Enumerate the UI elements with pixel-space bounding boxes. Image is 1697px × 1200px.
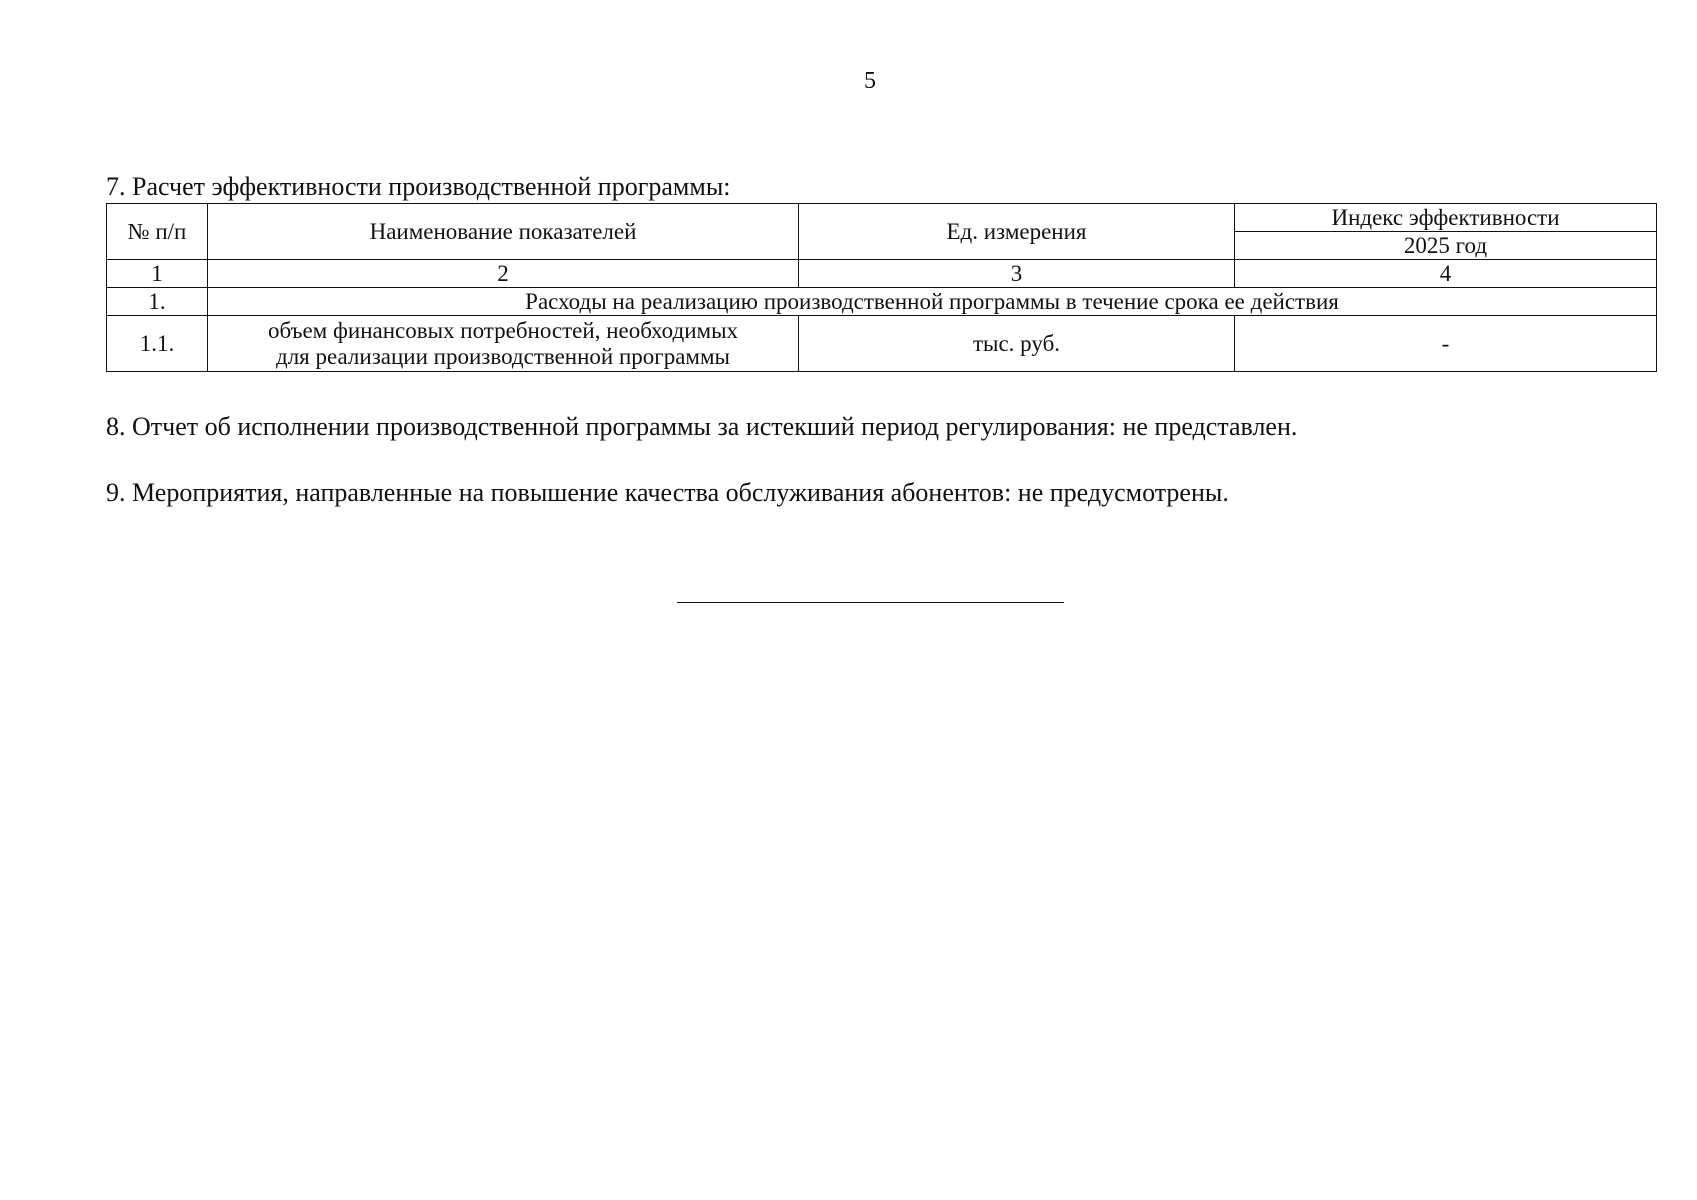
section-7-heading: 7. Расчет эффективности производственной программы: [106, 172, 731, 201]
column-number-row [107, 260, 1657, 288]
header-name: Наименование показателей [208, 204, 799, 260]
row-name-line: для реализации производственной программы [276, 343, 730, 369]
closing-rule [677, 602, 1064, 603]
section-row-title: Расходы на реализацию производственной программы в течение срока ее действия [208, 288, 1657, 316]
section-9-paragraph: 9. Мероприятия, направленные на повышение качества обслуживания абонентов: не предусмотрены. [106, 478, 1229, 507]
header-unit: Ед. измерения [799, 204, 1235, 260]
row-unit: тыс. руб. [799, 316, 1235, 372]
table-row [107, 316, 1657, 372]
column-number: 3 [799, 260, 1235, 288]
row-name-line: объем финансовых потребностей, необходимых [267, 317, 739, 343]
header-num: № п/п [107, 204, 208, 260]
column-number: 2 [208, 260, 799, 288]
table-section-row [107, 288, 1657, 316]
row-value: - [1235, 316, 1657, 372]
row-name [208, 316, 799, 372]
section-row-num: 1. [107, 288, 208, 316]
column-number: 1 [107, 260, 208, 288]
page-number: 5 [864, 68, 876, 94]
header-year: 2025 год [1235, 232, 1657, 260]
header-index-group: Индекс эффективности [1235, 204, 1657, 232]
column-number: 4 [1235, 260, 1657, 288]
table-header-row [107, 204, 1657, 232]
row-num: 1.1. [107, 316, 208, 372]
section-8-paragraph: 8. Отчет об исполнении производственной программы за истекший период регулирования: не представлен. [106, 412, 1298, 441]
efficiency-table [106, 203, 1657, 372]
